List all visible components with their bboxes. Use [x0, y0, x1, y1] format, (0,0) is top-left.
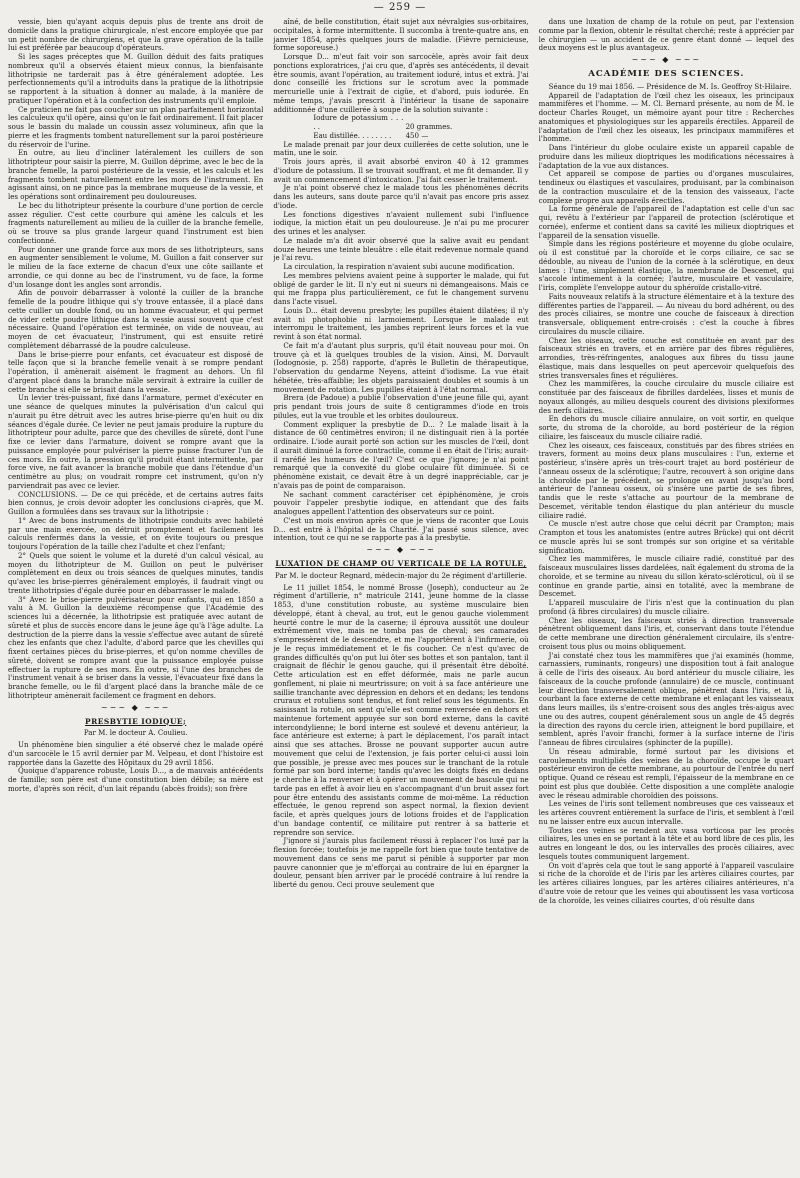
separator-ornament: ~~~ ◆ ~~~ — [366, 545, 436, 554]
article-byline: Par M. le docteur A. Coulieu. — [83, 728, 188, 738]
formula-ingredient: Iodure de potassium . . . . . — [313, 113, 404, 131]
paragraph: Les fonctions digestives n'avaient nullement subi l'influence iodique, la miction était un peu douloureuse. Je n'ai pu me procurer des urines et les analyser. — [273, 209, 529, 236]
paragraph: Les membres pelviens avaient peine à supporter le malade, qui fut obligé de garder le lit. Il n'y eut ni sueurs ni démangeaisons. Mais ce qui me frappa plus particulièrement, ce fut le changement survenu dans l'acte visuel. — [273, 270, 529, 306]
paragraph: Comment expliquer la presbytie de D... ? Le malade lisait à la distance de 60 centimètres environ; il ne distinguait rien à la portée ordinaire. L'iode aurait porté son action sur les muscles de l'œil, dont il aurait diminué la force contractile, comme il en était de l'iris; aurait-il raréfié les humeurs de l'œil? C'est ce que j'ignore; je n'ai point remarqué que la convexité du globe oculaire fût diminuée. Si ce phénomène existait, ce devait être à un degré inappréciable, car je n'avais pas de point de comparaison. — [273, 419, 529, 490]
paragraph: J'ai constaté chez tous les mammifères que j'ai examinés (homme, carnassiers, ruminants, rongeurs) une disposition tout à fait analogue à celle de l'iris des oiseaux. Au bord antérieur du muscle ciliaire, les faisceaux de la couche profonde (annulaire) de ce muscle, continuant leur direction transversalement oblique, pénètrent dans l'iris, et là, courbant la face externe de cette membrane et enlaçant les vaisseaux dans leurs mailles, ils s'entre-croisent sous des angles très-aigus avec une ou des autres, coupent généralement sous un angle de 45 degrés la direction des rayons du cercle irien, atteignent le bord pupillaire, et semblent, après l'avoir franchi, former à la surface interne de l'iris l'anneau de fibres circulaires (sphincter de la pupille). — [538, 650, 794, 747]
formula-ingredient: Eau distillée. . . . . . . . — [313, 130, 392, 140]
paragraph: Simple dans les régions postérieure et moyenne du globe oculaire, où il est constitué par la choroïde et le corps ciliaire, ce sac se dédouble, au niveau de l'union de la cornée à la sclérotique, en deux lames : l'une, simplement élastique, la membrane de Descemet, qui s'accole intimement à la cornée; l'autre, musculaire et vasculaire, l'iris, complète l'enveloppe autour du sphéroïde cristallo-vitré. — [538, 239, 794, 292]
paragraph: Lorsque D... m'eut fait voir son sarcocèle, après avoir fait deux ponctions exploratrices, j'ai cru que, d'après ses antécédents, il devait être soumis, avant l'opération, au traitement ioduré, intus et extrà. J'ai donc conseillé les frictions sur le scrotum avec la pommade mercurielle unie à l'extrait de cigüe, et d'abord, puis iodurée. En même temps, j'avais prescrit à l'intérieur la tisane de saponaire additionnée d'une cuillerée à soupe de la solution suivante : — [273, 52, 529, 114]
paragraph: Louis D... était devenu presbyte; les pupilles étaient dilatées; il n'y avait ni photophobie ni larmoiement. Lorsque le malade eut interrompu le traitement, les jambes reprirent leurs forces et la vue revint à son état normal. — [273, 305, 529, 341]
paragraph: Le 11 juillet 1854, le nommé Brosse (Joseph), conducteur au 2e régiment d'artillerie, n° matricule 2141, jeune homme de la classe 1853, d'une constitution robuste, au système musculaire bien développé, étant à cheval, au trot, eut le genou gauche violemment heurté contre le mur de la caserne; il éprouva aussitôt une douleur extrêmement vive, mais ne tomba pas de cheval; ses camarades s'empressèrent de le descendre, et me l'apportèrent à l'infirmerie, où je le reçus immédiatement et le fis coucher. Ce n'est qu'avec de grandes difficultés qu'on put lui ôter ses bottes et son pantalon, tant il craignait de fléchir le genou gauche, qui il présentait être déboîté. Cette articulation est en effet déformée, mais ne parle aucun gonflement, ni plaie ni meurtrissure; on voit à sa face antérieure une saillie tranchante avec dépression en dehors et en dedans; les tendons cruraux et rotuliens sont tendus, et font relief sous les téguments. En saisissant la rotule, on sent qu'elle est comme renversée en dehors et maintenue fortement appuyée sur son bord externe, dans la cavité intercondylienne; le bord interne est soulevé et devenu antérieur, la face antérieure est externe; à part le déplacement, l'os paraît intact ainsi que ses attaches. Brosse ne pouvant supporter aucun autre mouvement que celui de l'extension, je fais porter celui-ci aussi loin que possible, je presse avec mes pouces sur le tranchant de la rotule formé par son bord interne; tandis qu'avec les doigts fixés en dedans je cherche à la renverser et à opérer un mouvement de bascule qui ne tarde pas en effet à avoir lieu en s'accompagnant d'un bruit assez fort pour être entendu des assistants comme de moi-même. La réduction effectuée, le genou reprend son aspect normal, la flexion devient facile, et après quelques jours de lotions froides et de l'application d'un bandage contentif, ce militaire put rentrer à sa batterie et reprendre son service. — [273, 582, 529, 837]
paragraph: 3° Avec le brise-pierre pulvérisateur pour enfants, qui en 1850 a valu à M. Guillon la deuxième récompense que l'Académie des sciences lui a décernée, la lithotripsie est pratiquée avec autant de sûreté et plus de succès encore dans le jeune âge qu'à l'âge adulte. La destruction de la pierre dans la vessie s'effectue avec autant de sûreté chez les enfants que chez l'adulte, d'abord parce que les chevilles qui fixent certaines pièces du brise-pierres, et qu'on nomme chevilles de sûreté, doivent se rompre avant que la puissance employée puisse effectuer la rupture de ses mors. En outre, si l'une des branches de l'instrument venait à se briser dans la vessie, l'évacuateur fixé dans la branche femelle, ou le fil d'argent placé dans la branche mâle de ce lithotripteur amènerait facilement ce fragment en dehors. — [8, 594, 264, 700]
paragraph: Chez les oiseaux, cette couche est constituée en avant par des faisceaux striés en travers, et en arrière par des fibres régulières, arrondies, très-réfringentes, analogues aux fibres du tissu jaune élastique, mais dans lesquelles on peut apercevoir quelquefois des stries transversales fines et régulières. — [538, 335, 794, 380]
columns — [8, 18, 794, 1172]
session-line: Séance du 19 mai 1856. — Présidence de M. Is. Geoffroy St-Hilaire. — [548, 81, 792, 91]
paragraph: CONCLUSIONS. — De ce qui précède, et de certains autres faits bien connus, je crois devoir adopter les conclusions ci-après, que M. Guillon a formulées dans ses travaux sur la lithotripsie : — [8, 489, 264, 516]
paragraph: Si les sages préceptes que M. Guillon déduit des faits pratiques nombreux qu'il a observés étaient mieux connus, la bienfaisante lithotripsie ne tarderait pas à être généralement adoptée. Les perfectionnements qu'il a introduits dans la pratique de la lithotripsie se rapportent à la situation à donner au malade, à la manière de pratiquer l'opération et à la confection des instruments qu'il emploie. — [8, 52, 264, 105]
formula-line — [273, 114, 528, 132]
paragraph: Je n'ai point observé chez le malade tous les phénomènes décrits dans les auteurs, sans doute parce qu'il n'avait pas encore pris assez d'iode. — [273, 183, 529, 210]
paragraph: Appareil de l'adaptation de l'œil chez les oiseaux, les principaux mammifères et l'homme. — M. Cl. Bernard présente, au nom de M. le docteur Charles Rouget, un mémoire ayant pour titre : Recherches anatomiques et physiologiques sur les appareils érectiles. Appareil de l'adaptation de l'œil chez les oiseaux, les principaux mammifères et l'homme. — [538, 90, 794, 144]
paragraph: Un levier très-puissant, fixé dans l'armature, permet d'exécuter en une séance de quelques minutes la pulvérisation d'un calcul qui n'aurait pu être détruit avec les autres brise-pierre qu'en huit ou dix séances d'égale durée. Ce levier ne peut jamais produire la rupture du lithotripteur pour adulte, parce que des chevilles de sûreté, dont l'une fixe ce levier dans l'armature, doivent se rompre avant que la puissance employée pour pulvériser la pierre puisse fracturer l'un de ces mors. En outre, la pression qu'il produit étant intermittente, par force vive, ne fait avancer la branche mobile que dans l'étendue d'un centimètre au plus; on voudrait rompre cet instrument, qu'on n'y parviendrait pas avec ce levier. — [8, 393, 264, 490]
paragraph: La circulation, la respiration n'avaient subi aucune modification. — [283, 262, 515, 271]
paragraph: Chez les oiseaux, ces faisceaux, constitués par des fibres striées en travers, forment au moins deux plans musculaires : l'un, externe et postérieur, s'insère après un très-court trajet au bord postérieur de l'anneau osseux de la sclérotique; l'autre, recouvert à son origine dans la choroïde par le précédent, se prolonge en avant jusqu'au bord antérieur de l'anneau osseux, où s'insère une partie de ses fibres, tandis que le reste s'attache au pourtour de la membrane de Descemet, véritable tendon élastique du plan antérieur du muscle ciliaire radié. — [538, 440, 794, 520]
paragraph: En dehors du muscle ciliaire annulaire, on voit sortir, en quelque sorte, du stroma de la choroïde, au bord postérieur de la région ciliaire, les faisceaux du muscle ciliaire radié. — [538, 414, 794, 441]
paragraph: Pour donner une grande force aux mors de ses lithotripteurs, sans en augmenter sensiblement le volume, M. Guillon a fait conserver sur le milieu de la face externe de chacun d'eux une côte saillante et arrondie, ce qui donne au bec de l'instrument, vu de face, la forme d'un losange dont les angles sont arrondis. — [8, 244, 264, 289]
paragraph: Toutes ces veines se rendent aux vasa vorticosa par les procès ciliaires, les unes en se portant à la tête et au bord libre de ces plis, les autres en longeant le dos, ou les intervalles des procès ciliaires, avec lesquels toutes communiquent largement. — [538, 825, 794, 861]
paragraph: Ne sachant comment caractériser cet épiphénomène, je crois pouvoir l'appeler presbytie iodique, en attendant que des faits analogues appellent l'attention des observateurs sur ce point. — [273, 489, 529, 516]
paragraph: Chez les mammifères, le muscle ciliaire radié, constitué par des faisceaux musculaires lisses dardelées, naît également du stroma de la choroïde, et se termine au niveau du sillon kérato-scléroticul, où il se continue en grande partie, ainsi en totalité, avec la membrane de Descemet. — [538, 554, 794, 599]
section-heading: ACADÉMIE DES SCIENCES. — [588, 69, 745, 79]
separator-ornament: ~~~ ◆ ~~~ — [631, 55, 702, 64]
paragraph: La forme générale de l'appareil de l'adaptation est celle d'un sac qui, revêtu à l'extérieur par l'appareil de protection (sclérotique et cornée), enferme et contient dans sa cavité les milieux dioptriques et l'appareil de la sensation visuelle. — [538, 204, 794, 240]
paragraph: Ce muscle n'est autre chose que celui décrit par Crampton; mais Crampton et tous les anatomistes (entre autres Brücke) qui ont décrit ce muscle après lui se sont trompés sur son origine et sa véritable signification. — [538, 519, 794, 555]
paragraph: Le malade m'a dit avoir observé que la salive avait eu pendant douze heures une teinte bleuâtre : elle était redevenue normale quand je l'ai revu. — [273, 235, 529, 263]
paragraph: Les veines de l'iris sont tellement nombreuses que ces vaisseaux et les artères couvrent entièrement la surface de l'iris, et semblent à l'œil nu ne laisser entre eux aucun intervalle. — [538, 799, 794, 826]
column-2 — [273, 18, 528, 1172]
paragraph: Brera (de Padoue) a publié l'observation d'une jeune fille qui, ayant pris pendant trois jours de suite 8 centigrammes d'iode en trois pilules, eut la vue trouble et les orbites douloureux. — [273, 393, 529, 420]
paragraph: 1° Avec de bons instruments de lithotripsie conduits avec habileté par une main exercée, on détruit promptement et facilement les calculs renfermés dans la vessie, et on évite toujours ou presque toujours l'opération de la taille chez l'adulte et chez l'enfant; — [8, 515, 264, 551]
paragraph: Chez les oiseaux, les faisceaux striés à direction transversale pénètrent obliquement dans l'iris, et, conservant dans toute l'étendue de cette membrane une direction généralement circulaire, ils s'entre-croisent tous plus ou moins obliquement. — [538, 615, 794, 651]
paragraph: aîné, de belle constitution, était sujet aux névralgies sus-orbitaires, occipitales, à forme intermittente. Il succomba à trente-quatre ans, en janvier 1854, après quelques jours de maladie. (Fièvre pernicieuse, forme soporeuse.) — [273, 18, 529, 53]
column-3 — [539, 18, 794, 1172]
paragraph: On voit d'après cela que tout le sang apporté à l'appareil vasculaire si riche de la choroïde et de l'iris par les artères ciliaires courtes, par les artères ciliaires longues, par les artères ciliaires antérieures, n'a d'autre voie de retour que les veines qui aboutissent les vasa vorticosa de la choroïde, les veines ciliaires courtes, d'où résulte dans — [538, 860, 794, 905]
paragraph: L'appareil musculaire de l'iris n'est que la continuation du plan profond (à fibres circulaires) du muscle ciliaire. — [538, 598, 794, 616]
paragraph: Trois jours après, il avait absorbé environ 40 à 12 grammes d'iodure de potassium. Il se trouvait souffrant, et me fit demander. Il y avait un commencement d'intoxication. J'ai fait cesser le traitement. — [273, 157, 529, 184]
paragraph: Faits nouveaux relatifs à la structure élémentaire et à la texture des différentes parties de l'appareil. — Au niveau du bord adhérent, ou des des procès ciliaires, se montre une couche de faisceaux à direction transversale, obliquement entre-croisés : c'est la couche à fibres circulaires du muscle ciliaire. — [538, 291, 794, 336]
paragraph: vessie, bien qu'ayant acquis depuis plus de trente ans droit de domicile dans la pratique chirurgicale, n'est encore employée que par un petit nombre de chirurgiens, et que la grave opération de la taille lui est préférée par beaucoup d'opérateurs. — [8, 18, 264, 53]
paragraph: 2° Quels que soient le volume et la dureté d'un calcul vésical, au moyen du lithotripteur de M. Guillon on peut le pulvériser complètement en deux ou trois séances de quelques minutes, tandis qu'avec les brise-pierres généralement employés, il faudrait vingt ou trente lithotripsies d'égale durée pour en débarrasser le malade. — [8, 550, 264, 595]
paragraph: En outre, au lieu d'incliner latéralement les cuillers de son lithotripteur pour saisir la pierre, M. Guillon déprime, avec le bec de la branche femelle, la paroi postérieure de la vessie, et les calculs et les fragments tombent naturellement entre les mors de l'instrument. En agissant ainsi, on ne pince pas la membrane muqueuse de la vessie, et les opérations sont ordinairement peu douloureuses. — [8, 148, 264, 201]
paragraph: dans une luxation de champ de la rotule on peut, par l'extension comme par la flexion, obtenir le résultat cherché; reste à apprécier par le chirurgien — un accident de ce genre étant donné — lequel des deux moyens est le plus avantageux. — [538, 18, 794, 53]
paragraph: Afin de pouvoir débarrasser à volonté la cuiller de la branche femelle de la poudre lithique qui s'y trouve entassée, il a placé dans cette cuiller un double fond, ou un homme évacuateur, et qui permet de vider cette poudre lithique dans la vessie aussi souvent que c'est nécessaire. Quand l'opération est terminée, on vide de nouveau, au moyen de cet évacuateur, l'instrument, qui est ensuite retiré complètement débarrassé de la poudre calculeuse. — [8, 288, 264, 350]
paragraph: Dans le brise-pierre pour enfants, cet évacuateur est disposé de telle façon que si la branche femelle venait à se rompre pendant l'opération, il amènerait aisément le fragment au dehors. Un fil d'argent placé dans la branche mâle servirait à extraire la cuiller de cette branche si elle se brisait dans la vessie. — [8, 349, 264, 394]
separator-ornament: ~~~ ◆ ~~~ — [100, 702, 171, 712]
article-heading: PRESBYTIE IODIQUE; — [85, 716, 187, 726]
article-byline: Par M. le docteur Regnard, médecin-major du 2e régiment d'artillerie. — [275, 570, 527, 580]
paragraph: Quoique d'apparence robuste, Louis D..., a de mauvais antécédents de famille; son père est d'une constitution bien débile; sa mère est morte, d'après son récit, d'un lait répandu (abcès froids); son frère — [8, 766, 264, 793]
paragraph: Dans l'intérieur du globe oculaire existe un appareil capable de produire dans les milieux dioptriques les modifications nécessaires à l'adaptation de la vue aux distances. — [538, 143, 794, 170]
paragraph: Ce praticien ne fait pas coucher sur un plan parfaitement horizontal les calculeux qu'il opère, ainsi qu'on le fait ordinairement. Il fait placer sous le bassin du malade un coussin assez volumineux, afin que la pierre et les fragments tombent naturellement sur la paroi postérieure du réservoir de l'urine. — [8, 104, 264, 149]
formula-amount: 20 grammes. — [405, 122, 453, 131]
paragraph: C'est un mois environ après ce que je viens de raconter que Louis D... est entré à l'hôpital de la Charité. J'ai passé sous silence, avec intention, tout ce qui ne se rapporte pas à la presbytie. — [273, 515, 529, 543]
paragraph: Ce fait m'a d'autant plus surpris, qu'il était nouveau pour moi. On trouve çà et là quelques troubles de la vision. Ainsi, M. Dorvault (Iodognosie, p. 258) rapporte, d'après le Bulletin de thérapeutique, l'observation du gendarme Neyens, atteint d'iodisme. La vue était hébétée, très-affaiblie; les objets paraissaient doubles et soumis à un mouvement de rotation. Les pupilles étaient à l'état normal. — [273, 340, 529, 394]
paragraph: Cet appareil se compose de parties ou d'organes musculaires, tendineux ou élastiques et vasculaires, produisant, par la combinaison de la contraction musculaire et de la tension des vaisseaux, l'acte complexe propre aux appareils érectiles. — [538, 169, 794, 205]
article-heading: LUXATION DE CHAMP OU VERTICALE DE LA ROTULE, — [275, 559, 527, 568]
page-number: — 259 — — [373, 2, 427, 13]
formula-amount: 450 — — [405, 130, 429, 140]
paragraph: J'ignore si j'aurais plus facilement réussi à replacer l'os luxé par la flexion forcée; toutefois je me rappelle fort bien que toute tentative de mouvement dans ce sens me parut si pénible à supporter par mon pauvre canonnier que je m'efforçai au contraire de lui en épargner la douleur, pensant bien arriver par le procédé contraire à lui rendre la liberté du genou. Ceci prouve seulement que — [273, 836, 529, 889]
paragraph: Le malade prenait par jour deux cuillerées de cette solution, une le matin, une le soir. — [273, 139, 529, 158]
paragraph: Un phénomène bien singulier a été observé chez le malade opéré d'un sarcocèle le 15 avril dernier par M. Velpeau, et dont l'histoire est rapportée dans la Gazette des Hôpitaux du 29 avril 1856. — [8, 740, 264, 767]
paragraph: Chez les mammifères, la couche circulaire du muscle ciliaire est constituée par des faisceaux de fibrilles dardelées, lisses et munis de noyaux allongés, au milieu desquels courent des divisions plexiformes des nerfs ciliaires. — [538, 379, 794, 415]
paragraph: Le bec du lithotripteur présente la courbure d'une portion de cercle assez régulier. C'est cette courbure qui amène les calculs et les fragments naturellement au milieu de la cuiller de la branche femelle, où se trouve sa plus grande largeur quand l'instrument est bien confectionné. — [8, 200, 264, 245]
column-1 — [8, 18, 263, 1172]
paragraph: Un réseau admirable, formé surtout par les divisions et caroulements multipliés des veines de la choroïde, occupe le quart postérieur environ de cette membrane, au pourtour de l'entrée du nerf optique. Quand ce réseau est rempli, l'épaisseur de la membrane en ce point est plus que doublée. Cette disposition a une complète analogie avec le réseau admirable choroïdien des poissons. — [538, 746, 794, 800]
